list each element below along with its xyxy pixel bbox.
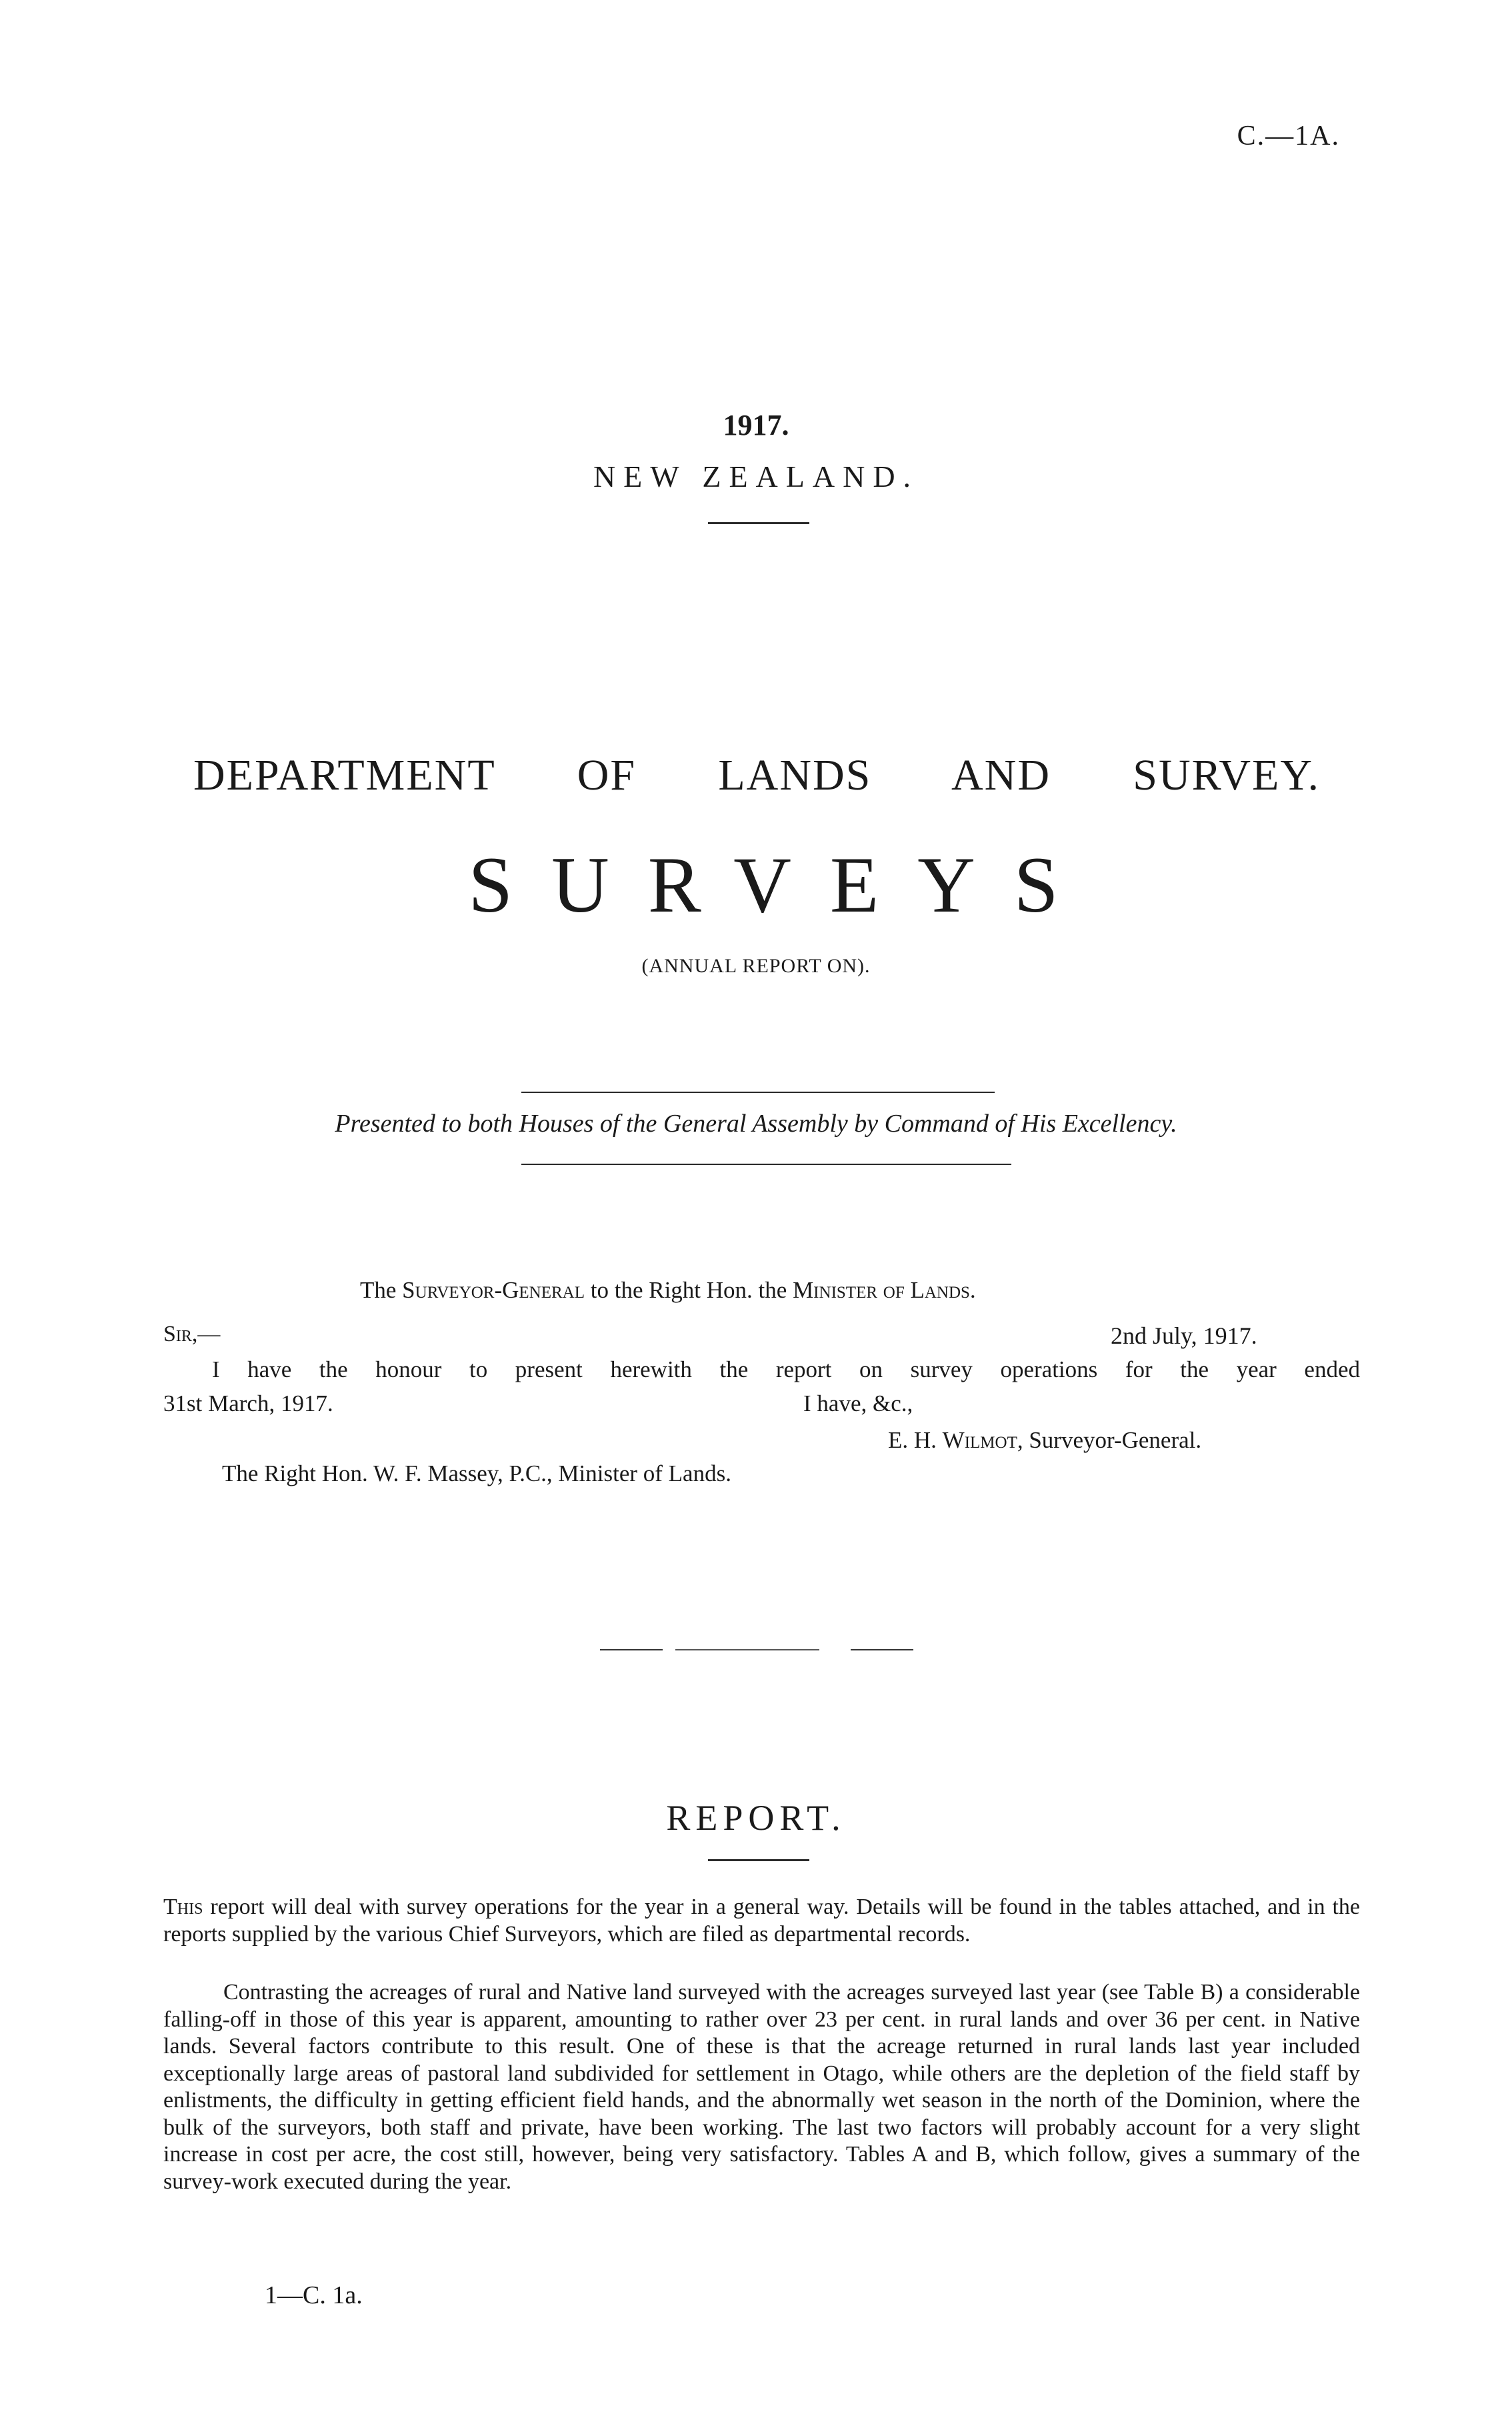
signature-title: , Surveyor-General. <box>1017 1427 1202 1453</box>
country: NEW ZEALAND. <box>593 459 919 493</box>
letter-heading-mid: to the Right Hon. the <box>590 1277 787 1303</box>
letter-body-line1: I have the honour to present herewith the report on survey operations for the year ended <box>212 1356 1360 1382</box>
letter-heading <box>360 1277 976 1304</box>
department-heading: DEPARTMENT OF LANDS AND SURVEY. <box>193 751 1320 800</box>
letter-addressee: The Right Hon. W. F. Massey, P.C., Minister of Lands. <box>222 1460 731 1486</box>
letter-date: 2nd July, 1917. <box>1111 1322 1257 1349</box>
letter-from: Surveyor-General <box>402 1277 585 1303</box>
year: 1917. <box>723 409 789 441</box>
signature-name: Wilmot <box>942 1427 1017 1453</box>
presented-line: Presented to both Houses of the General Assembly by Command of His Excellency. <box>335 1110 1177 1138</box>
paragraph-initial-word: This <box>163 1895 203 1919</box>
report-paragraph-1 <box>163 1894 1360 1948</box>
letter-heading-pre: The <box>360 1277 397 1303</box>
footer-reference: 1—C. 1a. <box>265 2281 363 2309</box>
letter-signature <box>888 1427 1201 1454</box>
divider-rule <box>521 1164 1011 1165</box>
divider-rule <box>521 1092 995 1093</box>
document-title: SURVEYS <box>468 840 1097 929</box>
report-paragraph-2: Contrasting the acreages of rural and Native land surveyed with the acreages surveyed last year (see Table B) a considerable falling-off in those of this year is apparent, amounting to rather over 23 per cent. in rural lands and over 36 per cent. in Native lands. Several factors contribute to this result. One of these is that the acreage returned in rural lands last year included exceptionally large areas of pastoral land subdivided for settlement in Otago, while others are the depletion of the field staff by enlistments, the difficulty in getting efficient field hands, and the abnormally wet season in the north of the Dominion, where the bulk of the surveyors, both staff and private, have been working. The last two factors will probably account for a very slight increase in cost per acre, the cost still, however, being very satisfactory. Tables A and B, which follow, gives a summary of the survey-work executed during the year. <box>163 1980 1360 2194</box>
paragraph-text: report will deal with survey operations for the year in a general way. Details will be found in the tables attached, and in the reports supplied by the various Chief Surveyors, which are filed as departmental records. <box>163 1895 1360 1947</box>
page-reference: C.—1A. <box>1237 121 1340 151</box>
divider-rule <box>708 1859 809 1861</box>
divider-rule <box>708 522 809 524</box>
letter-closing: I have, &c., <box>803 1390 913 1416</box>
report-heading: REPORT. <box>666 1798 846 1838</box>
signature-initials: E. H. <box>888 1427 937 1453</box>
divider-rule <box>600 1649 913 1650</box>
document-subtitle: (ANNUAL REPORT ON). <box>641 955 871 977</box>
letter-to: Minister of Lands. <box>793 1277 976 1303</box>
letter-salutation: Sir,— <box>163 1322 221 1346</box>
letter-body-line2: 31st March, 1917. <box>163 1390 333 1416</box>
